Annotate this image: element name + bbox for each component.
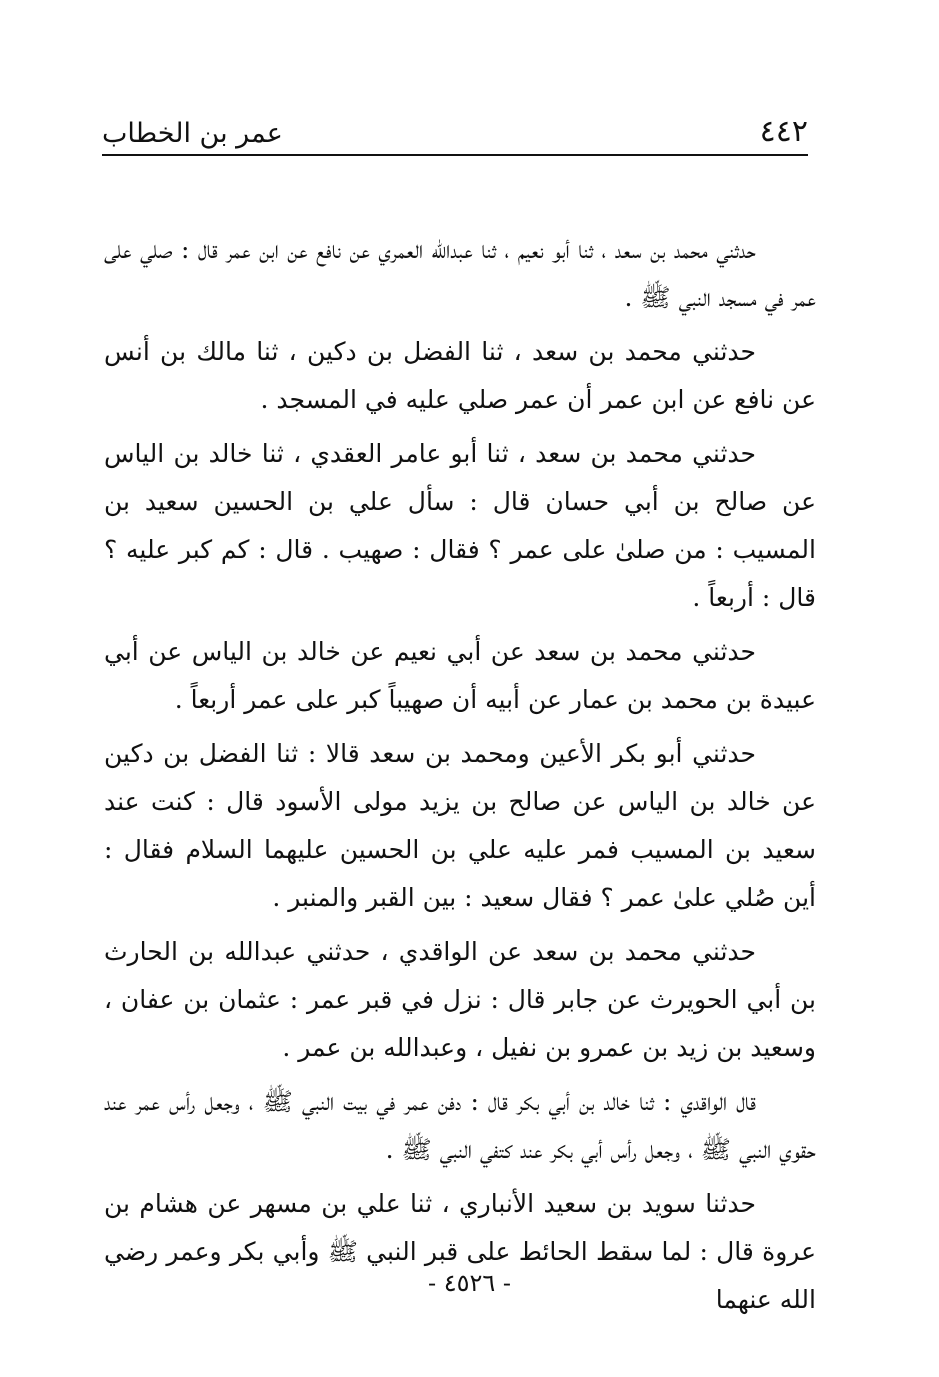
paragraph: حدثني محمد بن سعد عن أبي نعيم عن خالد بن الياس عن أبي عبيدة بن محمد بن عمار عن أبيه أن صهيباً كبر على عمر أربعاً .	[104, 637, 816, 714]
paragraph: حدثني أبو بكر الأعين ومحمد بن سعد قالا : ثنا الفضل بن دكين عن خالد بن الياس عن صالح بن يزيد مولى الأسود قال : كنت عند سعيد بن المسيب فمر عليه علي بن الحسين عليهما السلام فقال : أين صُلي علىٰ عمر ؟ فقال سعيد : بين القبر والمنبر .	[104, 739, 816, 912]
paragraph: حدثني محمد بن سعد ، ثنا أبو نعيم ، ثنا عبدالله العمري عن نافع عن ابن عمر قال : صلي على عمر في مسجد النبي ﷺ .	[104, 235, 816, 312]
paragraph: حدثني محمد بن سعد ، ثنا الفضل بن دكين ، ثنا مالك بن أنس عن نافع عن ابن عمر أن عمر صلي عليه في المسجد .	[104, 337, 816, 414]
page-header	[102, 110, 808, 156]
running-title: عمر بن الخطاب	[102, 118, 283, 149]
page-footer	[0, 1268, 939, 1298]
body-text	[104, 226, 816, 1330]
paragraph: حدثني محمد بن سعد عن الواقدي ، حدثني عبدالله بن الحارث بن أبي الحويرث عن جابر قال : نزل في قبر عمر : عثمان بن عفان ، وسعيد بن زيد بن عمرو بن نفيل ، وعبدالله بن عمر .	[104, 937, 816, 1062]
footer-page-number: - ٤٥٢٦ -	[427, 1269, 512, 1297]
paragraph: حدثني محمد بن سعد ، ثنا أبو عامر العقدي ، ثنا خالد بن الياس عن صالح بن أبي حسان قال : سأل علي بن الحسين سعيد بن المسيب : من صلىٰ على عمر ؟ فقال : صهيب . قال : كم كبر عليه ؟ قال : أربعاً .	[104, 439, 816, 612]
paragraph: قال الواقدي : ثنا خالد بن أبي بكر قال : دفن عمر في بيت النبي ﷺ ، وجعل رأس عمر عند حقوي النبي ﷺ ، وجعل رأس أبي بكر عند كتفي النبي ﷺ .	[104, 1087, 816, 1164]
header-page-number: ٤٤٢	[759, 114, 808, 149]
paragraph: حدثنا سويد بن سعيد الأنباري ، ثنا علي بن مسهر عن هشام بن عروة قال : لما سقط الحائط على قبر النبي ﷺ وأبي بكر وعمر رضي الله عنهما	[104, 1189, 816, 1314]
